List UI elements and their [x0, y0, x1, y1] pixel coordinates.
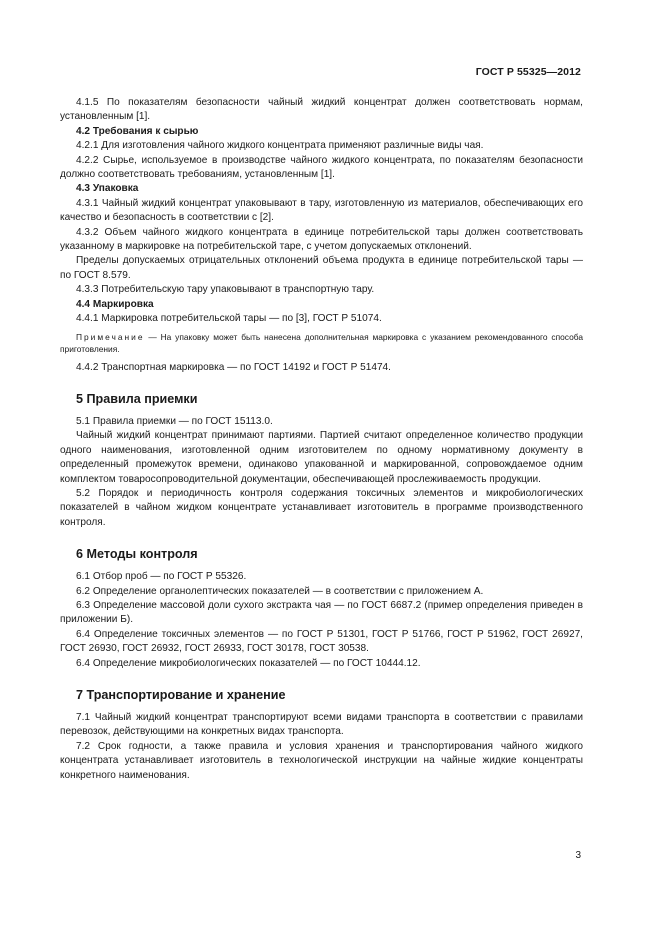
clause-4-3-3: 4.3.3 Потребительскую тару упаковывают в транспортную тару. — [76, 284, 375, 296]
heading-section-6: 6 Методы контроля — [76, 547, 198, 562]
page-number: 3 — [575, 850, 581, 861]
clause-4-3-2-limits: Пределы допускаемых отрицательных отклонений объема продукта в единице потребительской тары — по ГОСТ 8.579. — [60, 255, 583, 281]
clause-6-4-micro: 6.4 Определение микробиологических показателей — по ГОСТ 10444.12. — [76, 657, 421, 669]
heading-section-5: 5 Правила приемки — [76, 391, 198, 406]
clause-4-1-5: 4.1.5 По показателям безопасности чайный жидкий концентрат должен соответствовать нормам, установленным [1]. — [60, 97, 583, 123]
note — [60, 331, 583, 355]
clause-5-1-batch: Чайный жидкий концентрат принимают партиями. Партией считают определенное количество продукции одного наименования, изготовленной одним изготовителем по одному нормативному документу в определенный промежуток времени, одинаково упакованной и маркированной, сопровождаемое одним комплектом товаросопроводительной документации, обеспечивающей прослеживаемость продукции. — [60, 430, 583, 485]
clause-6-1: 6.1 Отбор проб — по ГОСТ Р 55326. — [76, 571, 247, 583]
clause-5-1: 5.1 Правила приемки — по ГОСТ 15113.0. — [76, 415, 273, 427]
heading-4-2: 4.2 Требования к сырью — [76, 125, 199, 137]
heading-4-3: 4.3 Упаковка — [76, 183, 139, 195]
clause-6-2: 6.2 Определение органолептических показателей — в соответствии с приложением А. — [76, 585, 484, 597]
document-body — [60, 96, 583, 783]
clause-7-2: 7.2 Срок годности, а также правила и условия хранения и транспортирования чайного жидкого концентрата устанавливает изготовитель в технологической инструкции на чайные жидкие концентраты конкретного наименования. — [60, 740, 583, 781]
clause-6-3: 6.3 Определение массовой доли сухого экстракта чая — по ГОСТ 6687.2 (пример определения приведен в приложении Б). — [60, 599, 583, 626]
document-code: ГОСТ Р 55325—2012 — [475, 66, 581, 78]
clause-4-4-1: 4.4.1 Маркировка потребительской тары — по [3], ГОСТ Р 51074. — [76, 313, 382, 325]
heading-4-4: 4.4 Маркировка — [76, 298, 154, 310]
clause-4-3-1: 4.3.1 Чайный жидкий концентрат упаковывают в тару, изготовленную из материалов, обеспечивающих его качество и безопасность в соответствии с [2]. — [60, 197, 583, 224]
clause-6-4-toxic: 6.4 Определение токсичных элементов — по ГОСТ Р 51301, ГОСТ Р 51766, ГОСТ Р 51962, ГОСТ 26927, ГОСТ 26930, ГОСТ 26932, ГОСТ 26933, ГОСТ 30178, ГОСТ 30538. — [60, 628, 583, 655]
note-label: Примечание — [76, 331, 145, 342]
clause-4-4-2: 4.4.2 Транспортная маркировка — по ГОСТ 14192 и ГОСТ Р 51474. — [76, 361, 391, 373]
clause-4-2-1: 4.2.1 Для изготовления чайного жидкого концентрата применяют различные виды чая. — [76, 140, 484, 152]
note-text: — На упаковку может быть нанесена дополнительная маркировка с указанием рекомендованного способа приготовления. — [60, 331, 584, 354]
heading-section-7: 7 Транспортирование и хранение — [76, 688, 286, 702]
clause-5-2: 5.2 Порядок и периодичность контроля содержания токсичных элементов и микробиологических показателей в чайном жидком концентрате устанавливает изготовитель в программе производственного контроля. — [60, 487, 583, 528]
clause-7-1: 7.1 Чайный жидкий концентрат транспортируют всеми видами транспорта в соответствии с правилами перевозок, действующими на конкретных видах транспорта. — [60, 712, 583, 738]
clause-4-2-2: 4.2.2 Сырье, используемое в производстве чайного жидкого концентрата, по показателям безопасности должно соответствовать требованиям, установленным [1]. — [60, 154, 583, 181]
clause-4-3-2: 4.3.2 Объем чайного жидкого концентрата в единице потребительской тары должен соответствовать указанному в маркировке на потребительской таре, с учетом допускаемых отклонений. — [60, 226, 583, 253]
